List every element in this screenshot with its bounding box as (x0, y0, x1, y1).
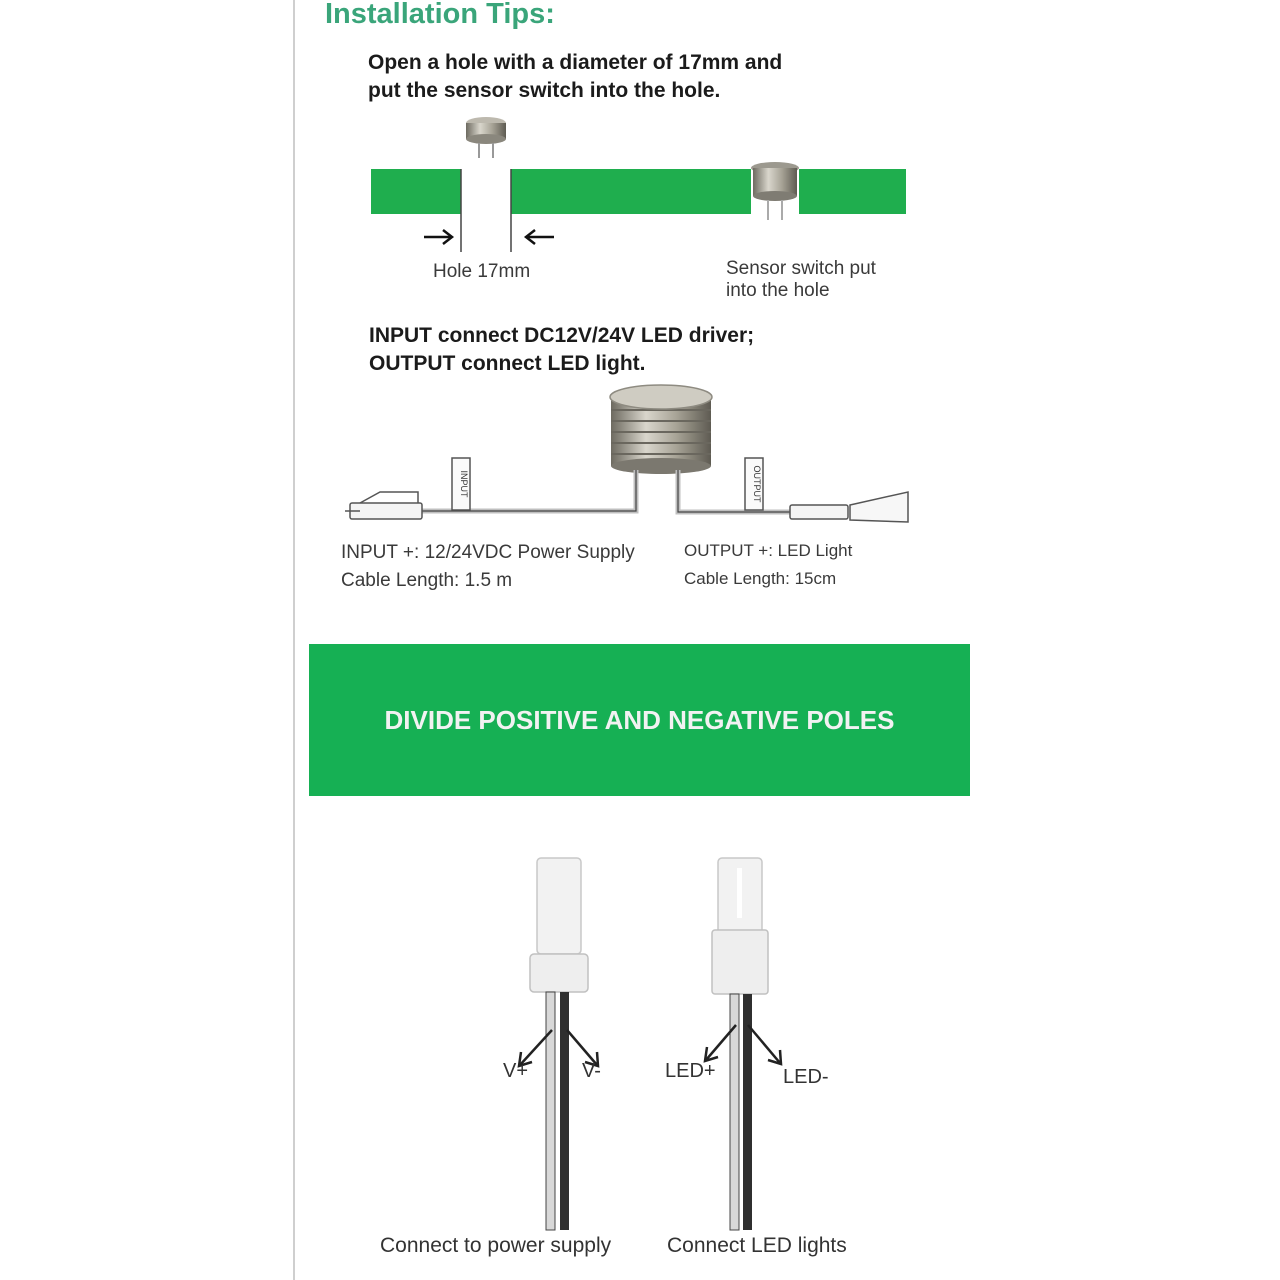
power-connector-diagram (519, 858, 598, 1230)
output-info-line1: OUTPUT +: LED Light (684, 541, 853, 560)
step1-line1: Open a hole with a diameter of 17mm and (368, 51, 783, 74)
arrow-left-icon (526, 230, 554, 244)
label-v-plus: V+ (503, 1060, 529, 1082)
sensor-caption-line1: Sensor switch put (726, 258, 876, 279)
page-title: Installation Tips: (325, 0, 555, 30)
caption-power-supply: Connect to power supply (380, 1234, 612, 1257)
poles-banner (309, 644, 970, 796)
panel-diagram (371, 117, 906, 252)
output-info (684, 537, 852, 593)
step2-line2: OUTPUT connect LED light. (369, 352, 646, 375)
sensor-caption (726, 258, 876, 302)
step2-line1: INPUT connect DC12V/24V LED driver; (369, 324, 755, 347)
step2-text (369, 322, 754, 378)
input-info (341, 539, 635, 595)
input-connector-icon (345, 492, 422, 519)
sensor-in-hole-icon (751, 162, 799, 220)
arrow-led-minus-icon (748, 1025, 780, 1063)
hole-caption: Hole 17mm (433, 261, 531, 282)
input-tag-label: INPUT (459, 470, 469, 498)
sensor-cylinder-icon (610, 385, 712, 474)
power-plug-icon (537, 858, 581, 954)
output-info-line2: Cable Length: 15cm (684, 569, 837, 588)
output-tag-label: OUTPUT (752, 465, 762, 503)
led-connector-diagram (705, 858, 781, 1230)
panel-right-segment (799, 169, 906, 214)
wiring-diagram (345, 385, 908, 522)
arrow-right-icon (424, 230, 452, 244)
step1-line2: put the sensor switch into the hole. (368, 79, 721, 102)
banner-text: DIVIDE POSITIVE AND NEGATIVE POLES (384, 704, 895, 735)
label-v-minus: V- (582, 1060, 601, 1082)
caption-led-lights: Connect LED lights (667, 1234, 847, 1257)
label-led-plus: LED+ (665, 1060, 716, 1082)
output-connector-icon (790, 492, 908, 522)
sensor-caption-line2: into the hole (726, 280, 830, 301)
input-info-line2: Cable Length: 1.5 m (341, 570, 513, 591)
label-led-minus: LED- (783, 1066, 829, 1088)
panel-left-segment (371, 169, 461, 214)
input-info-line1: INPUT +: 12/24VDC Power Supply (341, 542, 635, 563)
sensor-switch-icon (466, 117, 506, 158)
panel-middle-segment (511, 169, 751, 214)
